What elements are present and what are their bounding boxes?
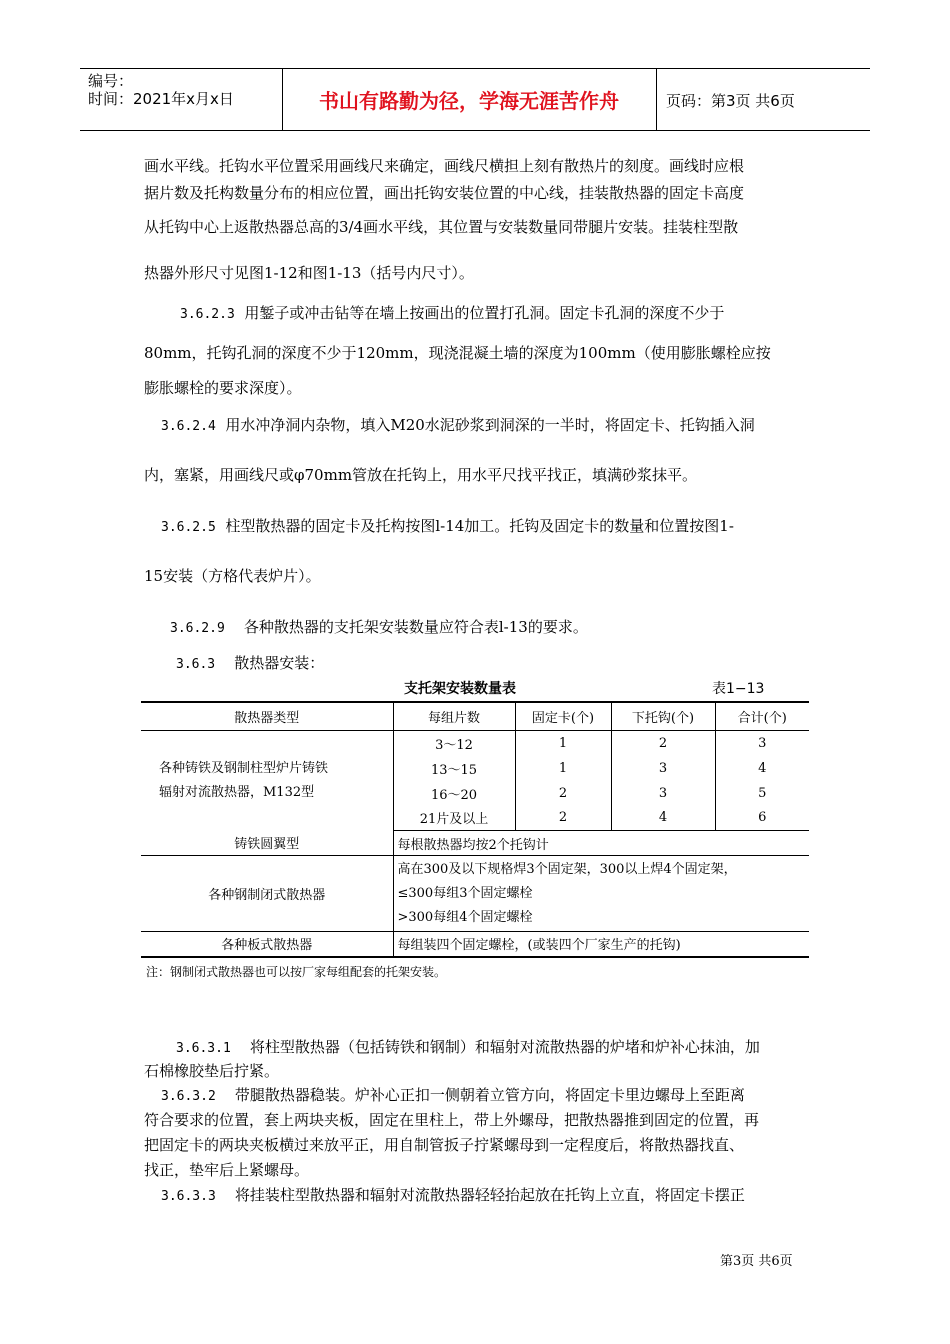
table-cell: 13～15 — [393, 756, 515, 781]
page-header — [80, 68, 870, 131]
section-number: 3.6.2.5 — [161, 520, 216, 535]
section-3-6-3-3 — [161, 1185, 745, 1207]
header-divider — [656, 69, 657, 130]
serial-label: 编号： — [88, 72, 134, 90]
paragraph-line: 内，塞紧，用画线尺或φ70mm管放在托钩上，用水平尺找平找正，填满砂浆抹平。 — [144, 466, 698, 484]
table-row — [141, 831, 809, 856]
table-cell: 每组装四个固定螺栓，(或装四个厂家生产的托钩) — [393, 932, 809, 957]
type-line: 各种铸铁及钢制柱型炉片铸铁 — [159, 760, 329, 776]
section-number: 3.6.3.2 — [161, 1089, 216, 1104]
type-line: 辐射对流散热器，M132型 — [159, 784, 315, 800]
table-cell: 3～12 — [393, 731, 515, 756]
section-number: 3.6.2.9 — [170, 621, 225, 636]
table-title: 支托架安装数量表 — [404, 681, 516, 697]
table-header-row — [141, 702, 809, 731]
header-meta — [88, 72, 283, 108]
section-text: 散热器安装： — [234, 654, 325, 672]
paragraph-line: 石棉橡胶垫后拧紧。 — [144, 1062, 280, 1080]
table-header-cell: 下托钩(个) — [611, 702, 715, 731]
paragraph-line: 把固定卡的两块夹板横过来放平正，用自制管扳子拧紧螺母到一定程度后，将散热器找直、 — [144, 1136, 745, 1154]
section-3-6-2-4 — [161, 415, 755, 437]
table-cell: 3 — [611, 756, 715, 781]
table-cell: 2 — [515, 806, 611, 831]
cell-line: ≤300每组3个固定螺栓 — [397, 885, 533, 901]
paragraph-line: 膨胀螺栓的要求深度）。 — [144, 379, 302, 397]
section-text: 将柱型散热器（包括铸铁和钢制）和辐射对流散热器的炉堵和炉补心抹油，加 — [249, 1038, 760, 1056]
page-footer: 第3页 共6页 — [720, 1254, 793, 1269]
section-number: 3.6.3 — [176, 657, 216, 672]
section-number: 3.6.2.4 — [161, 419, 216, 434]
table-header-cell: 散热器类型 — [141, 702, 393, 731]
paragraph-line: 找正，垫牢后上紧螺母。 — [144, 1161, 310, 1179]
table-cell: 21片及以上 — [393, 806, 515, 831]
section-number: 3.6.3.1 — [176, 1041, 231, 1056]
section-text: 用水冲净洞内杂物，填入M20水泥砂浆到洞深的一半时，将固定卡、托钩插入洞 — [225, 416, 755, 434]
table-cell-type: 各种钢制闭式散热器 — [141, 856, 393, 932]
paragraph-line: 符合要求的位置，套上两块夹板，固定在里柱上，带上外螺母，把散热器推到固定的位置，再 — [144, 1111, 760, 1129]
table-header-cell: 每组片数 — [393, 702, 515, 731]
table-cell: 3 — [611, 781, 715, 806]
cell-line: >300每组4个固定螺栓 — [397, 909, 533, 925]
support-count-table — [141, 701, 809, 958]
header-page-number: 页码：第3页 共6页 — [666, 92, 795, 110]
paragraph-line: 从托钩中心上返散热器总高的3/4画水平线，其位置与安装数量同带腿片安装。挂装柱型散 — [144, 218, 739, 236]
section-3-6-3-2 — [161, 1085, 745, 1107]
table-cell: 6 — [715, 806, 809, 831]
section-number: 3.6.3.3 — [161, 1189, 216, 1204]
table-cell: 4 — [611, 806, 715, 831]
table-cell — [393, 856, 809, 932]
table-cell: 2 — [515, 781, 611, 806]
table-row — [141, 731, 809, 756]
table-row — [141, 932, 809, 957]
table-cell: 16～20 — [393, 781, 515, 806]
table-cell-type — [141, 731, 393, 831]
table-row — [141, 856, 809, 932]
paragraph-line: 热器外形尺寸见图1-12和图1-13（括号内尺寸）。 — [144, 264, 474, 282]
section-text: 柱型散热器的固定卡及托构按图l-14加工。托钩及固定卡的数量和位置按图1- — [225, 517, 734, 535]
cell-line: 高在300及以下规格焊3个固定架，300以上焊4个固定架， — [397, 861, 737, 877]
section-3-6-2-3 — [180, 303, 724, 325]
header-motto: 书山有路勤为径，学海无涯苦作舟 — [319, 89, 619, 113]
table-cell: 5 — [715, 781, 809, 806]
section-3-6-2-9 — [170, 617, 588, 639]
section-3-6-3-1 — [176, 1037, 760, 1059]
table-cell-type: 铸铁圆翼型 — [141, 831, 393, 856]
table-cell: 每根散热器均按2个托钩计 — [393, 831, 809, 856]
table-cell: 1 — [515, 731, 611, 756]
table-header-cell: 合计(个) — [715, 702, 809, 731]
table-number: 表1−13 — [712, 681, 765, 697]
paragraph-line: 据片数及托构数量分布的相应位置，画出托钩安装位置的中心线，挂装散热器的固定卡高度 — [144, 184, 745, 202]
table-header-cell: 固定卡(个) — [515, 702, 611, 731]
section-number: 3.6.2.3 — [180, 307, 235, 322]
table-cell: 3 — [715, 731, 809, 756]
table-cell: 1 — [515, 756, 611, 781]
table-cell: 2 — [611, 731, 715, 756]
section-text: 各种散热器的支托架安装数量应符合表l-13的要求。 — [243, 618, 588, 636]
table-cell-type: 各种板式散热器 — [141, 932, 393, 957]
paragraph-line: 画水平线。托钩水平位置采用画线尺来确定，画线尺横担上刻有散热片的刻度。画线时应根 — [144, 157, 745, 175]
section-3-6-3 — [176, 653, 324, 675]
section-text: 用錾子或冲击钻等在墙上按画出的位置打孔洞。固定卡孔洞的深度不少于 — [244, 304, 725, 322]
paragraph-line: 80mm，托钩孔洞的深度不少于120mm，现浇混凝土墙的深度为100mm（使用膨胀螺栓应按 — [144, 344, 771, 362]
section-3-6-2-5 — [161, 516, 734, 538]
paragraph-line: 15安装（方格代表炉片）。 — [144, 567, 321, 585]
table-cell: 4 — [715, 756, 809, 781]
table-note: 注：钢制闭式散热器也可以按厂家每组配套的托架安装。 — [146, 965, 447, 979]
section-text: 将挂装柱型散热器和辐射对流散热器轻轻抬起放在托钩上立直，将固定卡摆正 — [234, 1186, 745, 1204]
section-text: 带腿散热器稳装。炉补心正扣一侧朝着立管方向，将固定卡里边螺母上至距离 — [234, 1086, 745, 1104]
time-label: 时间：2021年x月x日 — [88, 90, 234, 108]
